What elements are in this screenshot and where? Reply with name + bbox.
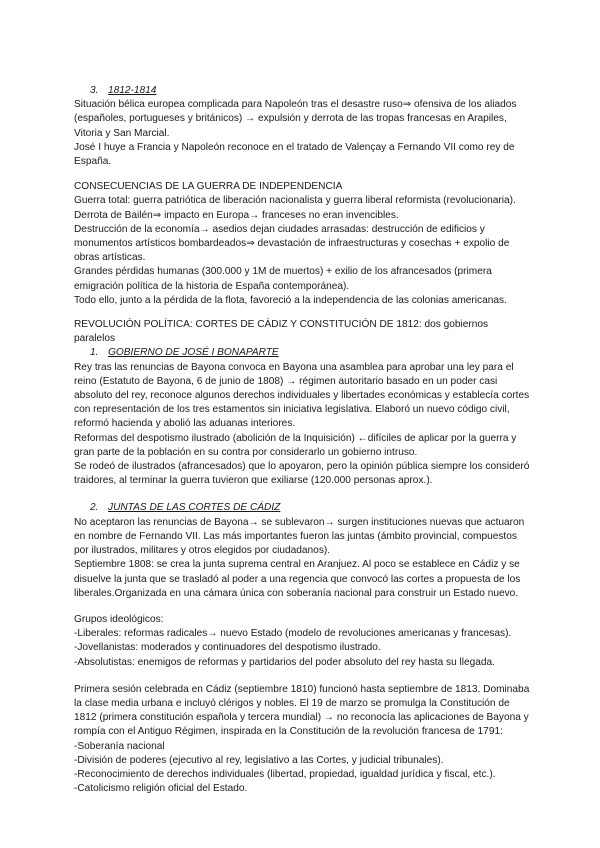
list-number: 2. (90, 502, 99, 514)
text-line: Situación bélica europea complicada para Napoleón tras el desastre ruso⇒ ofensiva de los aliados (74, 99, 517, 111)
text-line: (españoles, portugueses y británicos) → expulsión y derrota de las tropas francesas en Arapiles, (74, 113, 507, 125)
text-line: 1812 (primera constitución española y tercera mundial) → no reconocía las aplicaciones de Bayona y (74, 712, 529, 724)
text-line: Rey tras las renuncias de Bayona convoca en Bayona una asamblea para aprobar una ley para el (74, 361, 514, 373)
section-title: 1812-1814 (108, 85, 157, 96)
subsection-title: GOBIERNO DE JOSÉ I BONAPARTE (108, 347, 279, 359)
subsection-heading-juntas (74, 501, 534, 515)
text-line: Grandes pérdidas humanas (300.000 y 1M de muertos) + exilio de los afrancesados (primera (74, 266, 492, 278)
section-heading: paralelos (74, 333, 116, 345)
text-line: Derrota de Bailén⇒ impacto en Europa→ franceses no eran invencibles. (74, 209, 399, 221)
list-item: -Jovellanistas: moderados y continuadores del despotismo ilustrado. (74, 642, 381, 654)
section-grupos-ideologicos (74, 613, 534, 670)
section-heading: CONSECUENCIAS DE LA GUERRA DE INDEPENDENCIA (74, 181, 343, 193)
text-line: Destrucción de la economía→ asedios dejan ciudades arrasadas: destrucción de edificios y (74, 223, 485, 235)
list-number: 1. (90, 347, 99, 359)
text-line: monumentos artísticos bombardeados⇒ devastación de infraestructuras y cosechas + expolio de (74, 238, 510, 250)
list-number: 3. (90, 85, 99, 96)
text-line: gran parte de la población en su contra por considerarlo un gobierno intruso. (74, 446, 418, 458)
text-line: en nombre de Fernando VII. Las más importantes fueron las juntas (ámbito provincial, compuestos (74, 530, 517, 542)
text-line: Guerra total: guerra patriótica de liberación nacionalista y guerra liberal reformista (revolucionaria). (74, 195, 516, 207)
text-line: reformó hacienda y abolió las aduanas interiores. (74, 418, 296, 430)
text-line: la clase media urbana e incluyó clérigos y nobles. El 19 de marzo se promulga la Constitución de (74, 697, 510, 709)
list-item: -Absolutistas: enemigos de reformas y partidarios del poder absoluto del rey hasta su llegada. (74, 656, 495, 668)
text-line: disuelve la junta que se trasladó al poder a una regencia que convocó las cortes a propuesta de los (74, 573, 521, 585)
section-primera-sesion (74, 683, 534, 797)
text-line: reino (Estatuto de Bayona, 6 de junio de 1808) → régimen autoritario basado en un poder casi (74, 375, 498, 387)
subsection-title: JUNTAS DE LAS CORTES DE CÁDIZ (108, 502, 281, 514)
section-heading-1812-1814 (74, 84, 534, 98)
text-line: España. (74, 156, 112, 168)
section-revolucion-politica (74, 318, 534, 601)
text-line: Septiembre 1808: se crea la junta suprema central en Aranjuez. Al poco se establece en Cádiz y se (74, 559, 520, 571)
list-item: -Catolicismo religión oficial del Estado. (74, 783, 248, 795)
document-page (74, 84, 534, 796)
text-line: con representación de los tres estamentos sin iniciativa legislativa. Elaboró un nuevo código civil, (74, 404, 510, 416)
text-line: absoluto del rey, reconoce algunos derechos individuales y libertades económicas y establecía cortes (74, 390, 530, 402)
text-line: Todo ello, junto a la pérdida de la flota, favoreció a la independencia de las colonias americanas. (74, 294, 507, 306)
section-consecuencias (74, 180, 534, 308)
text-line: Se rodeó de ilustrados (afrancesados) que lo apoyaron, pero la opinión pública siempre los consideró (74, 461, 530, 473)
text-line: José I huye a Francia y Napoleón reconoce en el tratado de Valençay a Fernando VII como rey de (74, 141, 515, 153)
text-line: No aceptaron las renuncias de Bayona→ se sublevaron→ surgen instituciones nuevas que actuaron (74, 516, 525, 528)
text-line: rompía con el Antiguo Régimen, inspirada en la Constitución de la revolución francesa de 1791: (74, 726, 503, 738)
text-line: Reformas del despotismo ilustrado (abolición de la Inquisición) ←difíciles de aplicar por la guerra y (74, 432, 517, 444)
list-item: -División de poderes (ejecutivo al rey, legislativo a las Cortes, y judicial tribunales). (74, 754, 444, 766)
text-line: liberales.Organizada en una cámara única con soberanía nacional para construir un Estado nuevo. (74, 587, 519, 599)
subsection-heading-gobierno (74, 346, 534, 360)
section-1812-1814 (74, 84, 534, 169)
text-line: Grupos ideológicos: (74, 613, 164, 625)
text-line: traidores, al terminar la guerra tuvieron que exiliarse (120.000 personas aprox.). (74, 475, 433, 487)
list-item: -Reconocimiento de derechos individuales (libertad, propiedad, igualdad jurídica y fiscal, etc.). (74, 768, 496, 780)
text-line: Vitoria y San Marcial. (74, 127, 170, 139)
text-line: Primera sesión celebrada en Cádiz (septiembre 1810) funcionó hasta septiembre de 1813. Dominaba (74, 683, 530, 695)
section-heading: REVOLUCIÓN POLÍTICA: CORTES DE CÁDIZ Y CONSTITUCIÓN DE 1812: dos gobiernos (74, 319, 489, 331)
text-line: por ilustrados, militares y otros elegidos por ciudadanos). (74, 545, 331, 557)
text-line: emigración política de la historia de España contemporánea). (74, 280, 350, 292)
list-item: -Liberales: reformas radicales→ nuevo Estado (modelo de revoluciones americanas y francesas). (74, 628, 512, 640)
list-item: -Soberanía nacional (74, 740, 165, 752)
text-line: obras artísticas. (74, 252, 146, 264)
